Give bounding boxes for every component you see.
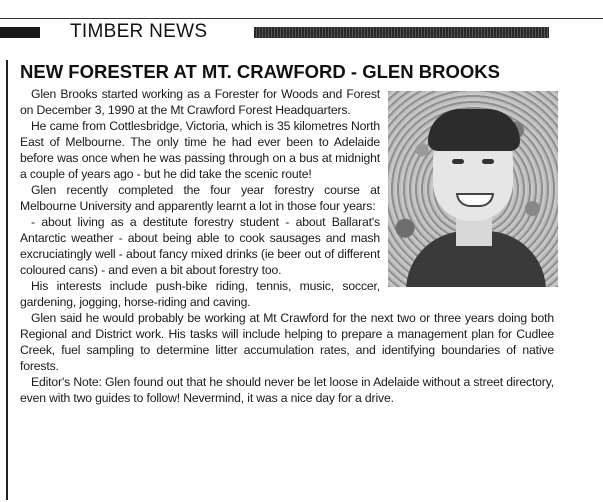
column-rule <box>6 60 8 500</box>
article <box>20 60 554 406</box>
paragraph-intro: Glen Brooks started working as a Forester for Woods and Forest on December 3, 1990 at the Mt Crawford Forest Headquarters. <box>20 87 380 117</box>
paragraph-editors-note: Editor's Note: Glen found out that he should never be let loose in Adelaide without a street directory, even with two guides to follow! Nevermind, it was a nice day for a drive. <box>20 375 554 405</box>
paragraph-learnings: - about living as a destitute forestry student - about Ballarat's Antarctic weather - about being able to cook sausages and mash excruciatingly well - about fancy mixed drinks (ie beer out of different coloured cans) - and even a bit about forestry too. <box>20 215 380 277</box>
article-body <box>20 86 554 406</box>
header-bar-left <box>0 27 40 38</box>
article-headline: NEW FORESTER AT MT. CRAWFORD - GLEN BROOKS <box>20 61 500 82</box>
photo-eye-right <box>482 159 494 164</box>
paragraph-work: Glen said he would probably be working at Mt Crawford for the next two or three years doing both Regional and District work. His tasks will include helping to prepare a management plan for Cudlee Creek, fuel sampling to determine litter accumulation rates, and identifying boundaries of native forests. <box>20 311 554 373</box>
paragraph-origin: He came from Cottlesbridge, Victoria, which is 35 kilometres North East of Melbourne. The only time he had ever been to Adelaide before was once when he was passing through on a bus at midnight a couple of years ago - but he did take the scenic route! <box>20 119 380 181</box>
header-bar-right <box>254 27 549 38</box>
portrait-photo <box>388 91 558 287</box>
paragraph-education: Glen recently completed the four year forestry course at Melbourne University and apparently learnt a lot in those four years: <box>20 183 380 213</box>
paragraph-interests: His interests include push-bike riding, tennis, music, soccer, gardening, jogging, horse-riding and caving. <box>20 279 380 309</box>
photo-eye-left <box>452 159 464 164</box>
section-title: TIMBER NEWS <box>70 21 208 42</box>
photo-hair <box>428 109 520 151</box>
